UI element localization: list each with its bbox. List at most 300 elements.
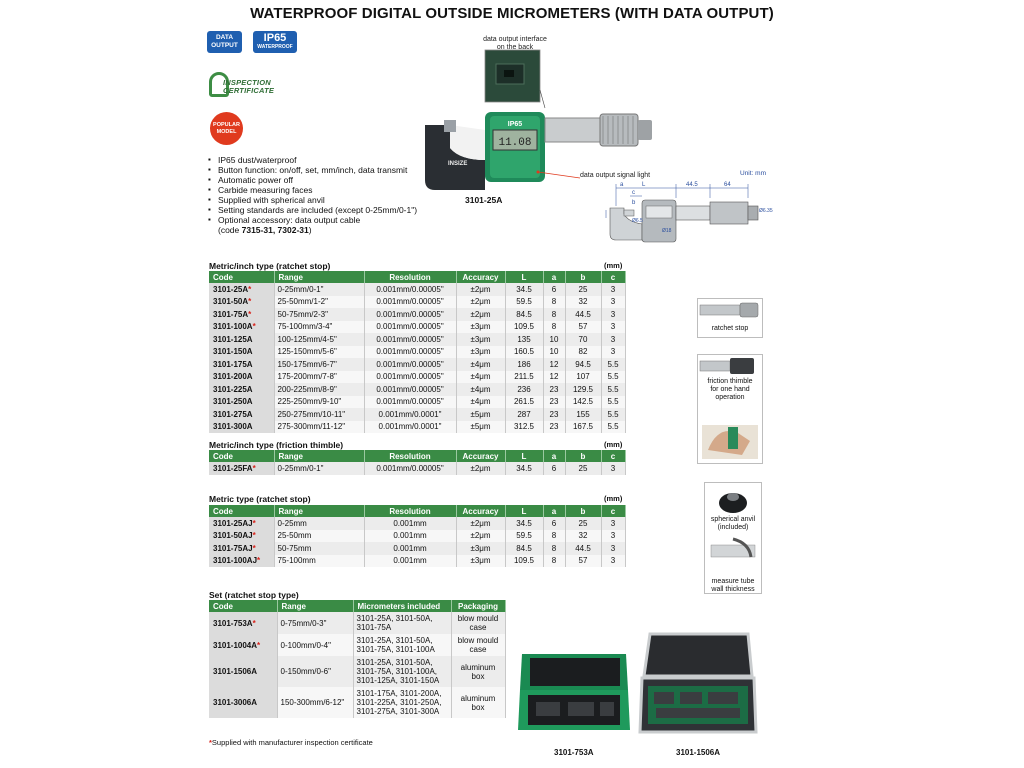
side-caption: ratchet stop xyxy=(711,325,749,332)
callout-data-interface xyxy=(460,36,570,52)
table-cell: 0.001mm/0.00005" xyxy=(364,308,456,321)
table-cell: 100-125mm/4-5" xyxy=(274,333,364,346)
table-row xyxy=(209,383,625,396)
col-header: b xyxy=(565,271,601,283)
table-cell: ±3μm xyxy=(456,333,505,346)
table-cell: aluminum box xyxy=(451,687,505,718)
cert-text: CERTIFICATE xyxy=(223,86,275,95)
unit-label: Unit: mm xyxy=(740,170,766,177)
table-cell: ±3μm xyxy=(456,542,505,555)
badge-text: OUTPUT xyxy=(211,42,238,49)
table-cell: 8 xyxy=(543,308,565,321)
table-cell: 34.5 xyxy=(505,462,543,475)
page-title: WATERPROOF DIGITAL OUTSIDE MICROMETERS (WITH DATA OUTPUT) xyxy=(250,5,774,22)
hero-model-label: 3101-25A xyxy=(465,195,503,205)
table-cell: 3 xyxy=(601,308,625,321)
table-row xyxy=(209,462,625,475)
table-cell: ±2μm xyxy=(456,296,505,309)
table-cell: 44.5 xyxy=(565,542,601,555)
section-title-metric-ratchet: Metric type (ratchet stop) xyxy=(209,494,311,504)
col-header: Resolution xyxy=(364,271,456,283)
table-row xyxy=(209,371,625,384)
table-cell: 23 xyxy=(543,421,565,434)
cert-text: INSPECTION xyxy=(223,78,271,87)
table-cell: 57 xyxy=(565,321,601,334)
col-header: a xyxy=(543,271,565,283)
product-code xyxy=(209,612,277,634)
side-caption xyxy=(704,516,762,532)
table-cell: 129.5 xyxy=(565,383,601,396)
col-header: a xyxy=(543,505,565,517)
code-text: 3101-50A xyxy=(213,297,249,307)
display-reading: 11.08 xyxy=(498,137,532,149)
code-text: 3101-75A xyxy=(213,309,249,319)
table-cell: 5.5 xyxy=(601,383,625,396)
table-cell: 25 xyxy=(565,517,601,530)
feature-list xyxy=(207,155,417,235)
col-header: L xyxy=(505,505,543,517)
spherical-anvil-icon xyxy=(705,483,761,593)
table-cell: 261.5 xyxy=(505,396,543,409)
table-row xyxy=(209,656,505,687)
col-header: c xyxy=(601,450,625,462)
feature-item: ▪ Carbide measuring faces xyxy=(207,185,417,195)
ip65-badge xyxy=(253,31,297,53)
table-body xyxy=(209,462,625,475)
table-cell: 0-25mm xyxy=(274,517,364,530)
case-photo-753 xyxy=(516,640,634,736)
badge-text: POPULAR xyxy=(213,122,240,128)
table-cell: 107 xyxy=(565,371,601,384)
caption-line: friction thimble xyxy=(707,378,753,385)
code-text: 3101-100AJ xyxy=(213,556,258,566)
certificate-star: * xyxy=(252,531,256,541)
table-cell: 10 xyxy=(543,333,565,346)
table-cell: 5.5 xyxy=(601,396,625,409)
caption-line: spherical anvil xyxy=(710,516,756,523)
table-cell: 10 xyxy=(543,346,565,359)
code-text: 3101-75AJ xyxy=(213,543,253,553)
table-cell: 8 xyxy=(543,321,565,334)
table-cell: 109.5 xyxy=(505,321,543,334)
table-cell: ±4μm xyxy=(456,371,505,384)
badge-text: DATA xyxy=(215,34,234,41)
product-code xyxy=(209,296,274,309)
code-text: 3101-25A xyxy=(213,284,249,294)
table-cell: 135 xyxy=(505,333,543,346)
footnote xyxy=(209,738,373,747)
table-cell: 25-50mm/1-2" xyxy=(274,296,364,309)
table-cell: 0.001mm xyxy=(364,517,456,530)
table-cell: 70 xyxy=(565,333,601,346)
table-cell: 211.5 xyxy=(505,371,543,384)
product-code xyxy=(209,542,274,555)
table-cell: 12 xyxy=(543,371,565,384)
case-photo-1506 xyxy=(636,630,760,738)
col-header: Resolution xyxy=(364,450,456,462)
table-row xyxy=(209,408,625,421)
table-cell: 3 xyxy=(601,555,625,568)
table-cell: 32 xyxy=(565,530,601,543)
table-cell: 0.001mm/0.00005" xyxy=(364,333,456,346)
dim-label: Ø6.5 xyxy=(632,218,643,224)
code-prefix: (code xyxy=(218,225,242,235)
table-cell: 175-200mm/7-8" xyxy=(274,371,364,384)
table-row xyxy=(209,612,505,634)
feature-item: ▪ Optional accessory: data output cable xyxy=(207,215,417,225)
table-cell: aluminum box xyxy=(451,656,505,687)
table-row xyxy=(209,555,625,568)
table-row xyxy=(209,396,625,409)
feature-item: ▪ Supplied with spherical anvil xyxy=(207,195,417,205)
table-cell: 3101-25A, 3101-50A, 3101-75A, 3101-100A, 3101-125A, 3101-150A xyxy=(353,656,451,687)
feature-item: ▪ IP65 dust/waterproof xyxy=(207,155,417,165)
table-cell: 150-300mm/6-12" xyxy=(277,687,353,718)
certificate-star: * xyxy=(257,640,261,650)
code-text: 3101-275A xyxy=(213,409,253,419)
table-cell: 32 xyxy=(565,296,601,309)
spec-table-friction xyxy=(209,450,626,475)
code-text: 3101-25FA xyxy=(213,463,253,473)
col-header: Range xyxy=(274,271,364,283)
product-code xyxy=(209,462,274,475)
dim-label: c xyxy=(632,190,635,196)
table-row xyxy=(209,687,505,718)
product-code xyxy=(209,358,274,371)
dim-label: a xyxy=(620,182,624,188)
caption-line: for one hand xyxy=(710,386,750,393)
table-cell: ±5μm xyxy=(456,408,505,421)
table-row xyxy=(209,358,625,371)
certificate-star: * xyxy=(252,463,256,473)
table-cell: ±3μm xyxy=(456,555,505,568)
code-text: 3101-1506A xyxy=(213,667,258,676)
table-row xyxy=(209,296,625,309)
callout-signal-light: data output signal light xyxy=(580,172,651,179)
table-cell: 3 xyxy=(601,462,625,475)
table-cell: 12 xyxy=(543,358,565,371)
certificate-star: * xyxy=(252,322,256,332)
table-cell: 236 xyxy=(505,383,543,396)
badge-text: MODEL xyxy=(216,129,237,135)
unit-mm: (mm) xyxy=(604,494,623,503)
table-cell: 5.5 xyxy=(601,408,625,421)
dimension-drawing-icon xyxy=(602,166,773,246)
table-cell: 160.5 xyxy=(505,346,543,359)
product-code xyxy=(209,321,274,334)
table-cell: 6 xyxy=(543,462,565,475)
col-header: Code xyxy=(209,505,274,517)
product-code xyxy=(209,634,277,656)
table-cell: ±4μm xyxy=(456,383,505,396)
table-cell: 50-75mm/2-3" xyxy=(274,308,364,321)
table-cell: 23 xyxy=(543,396,565,409)
col-header: a xyxy=(543,450,565,462)
table-cell: 3 xyxy=(601,296,625,309)
col-header: Micrometers included xyxy=(353,600,451,612)
certificate-star: * xyxy=(252,543,256,553)
table-cell: 34.5 xyxy=(505,517,543,530)
table-cell: 287 xyxy=(505,408,543,421)
footnote-text: Supplied with manufacturer inspection certificate xyxy=(211,738,373,747)
product-code xyxy=(209,308,274,321)
col-header: Accuracy xyxy=(456,505,505,517)
table-cell: ±2μm xyxy=(456,462,505,475)
table-row xyxy=(209,308,625,321)
table-cell: 23 xyxy=(543,408,565,421)
table-cell: 3101-25A, 3101-50A, 3101-75A xyxy=(353,612,451,634)
dim-label: b xyxy=(632,200,636,206)
code-text: 3101-125A xyxy=(213,334,253,344)
table-cell: 8 xyxy=(543,555,565,568)
code-text: 3101-100A xyxy=(213,322,253,332)
product-code xyxy=(209,408,274,421)
table-cell: 59.5 xyxy=(505,530,543,543)
certificate-star: * xyxy=(248,297,252,307)
table-cell: ±2μm xyxy=(456,517,505,530)
table-cell: 0.001mm xyxy=(364,555,456,568)
product-code xyxy=(209,555,274,568)
col-header: L xyxy=(505,271,543,283)
code-text: 3101-175A xyxy=(213,359,253,369)
table-row xyxy=(209,542,625,555)
section-title-metric-inch-ratchet: Metric/inch type (ratchet stop) xyxy=(209,261,331,271)
table-cell: 167.5 xyxy=(565,421,601,434)
certificate-star: * xyxy=(248,284,252,294)
col-header: b xyxy=(565,505,601,517)
table-row xyxy=(209,283,625,296)
col-header: c xyxy=(601,271,625,283)
code-text: 3101-753A xyxy=(213,618,253,628)
blow-mould-case-icon xyxy=(516,640,634,736)
feature-item: ▪ Automatic power off xyxy=(207,175,417,185)
table-cell: 3 xyxy=(601,517,625,530)
table-row xyxy=(209,333,625,346)
certificate-star: * xyxy=(257,556,261,566)
dimension-diagram xyxy=(602,166,773,246)
caption-line: measure tube xyxy=(711,578,755,585)
brand-mark: INSIZE xyxy=(448,161,468,167)
table-cell: 0.001mm/0.00005" xyxy=(364,358,456,371)
table-cell: 25 xyxy=(565,462,601,475)
data-output-badge xyxy=(207,31,242,53)
certificate-star: * xyxy=(252,518,256,528)
table-cell: 3 xyxy=(601,530,625,543)
spec-table-metric-inch-ratchet xyxy=(209,271,626,433)
product-code xyxy=(209,421,274,434)
table-cell: 312.5 xyxy=(505,421,543,434)
section-title-friction: Metric/inch type (friction thimble) xyxy=(209,440,344,450)
aluminum-box-icon xyxy=(636,630,760,738)
table-cell: ±4μm xyxy=(456,358,505,371)
table-cell: 155 xyxy=(565,408,601,421)
table-cell: 0.001mm/0.00005" xyxy=(364,396,456,409)
table-cell: 0.001mm/0.0001" xyxy=(364,408,456,421)
table-cell: 225-250mm/9-10" xyxy=(274,396,364,409)
table-cell: 3101-175A, 3101-200A, 3101-225A, 3101-250A, 3101-275A, 3101-300A xyxy=(353,687,451,718)
table-cell: 0.001mm/0.00005" xyxy=(364,321,456,334)
ip-mark: IP65 xyxy=(507,121,523,128)
table-cell: 250-275mm/10-11" xyxy=(274,408,364,421)
spec-table-set xyxy=(209,600,506,718)
feature-item: ▪ Button function: on/off, set, mm/inch, data transmit xyxy=(207,165,417,175)
code-text: 3101-225A xyxy=(213,384,253,394)
table-cell: 6 xyxy=(543,517,565,530)
code-text: 3101-200A xyxy=(213,372,253,382)
col-header: Range xyxy=(277,600,353,612)
code-text: 3101-1004A xyxy=(213,640,258,650)
table-cell: 25 xyxy=(565,283,601,296)
product-code xyxy=(209,656,277,687)
table-cell: ±2μm xyxy=(456,308,505,321)
table-cell: 275-300mm/11-12" xyxy=(274,421,364,434)
table-cell: 0.001mm/0.00005" xyxy=(364,346,456,359)
table-cell: 0-100mm/0-4" xyxy=(277,634,353,656)
table-cell: 0-75mm/0-3" xyxy=(277,612,353,634)
col-header: Range xyxy=(274,505,364,517)
table-row xyxy=(209,346,625,359)
table-cell: 0.001mm/0.00005" xyxy=(364,462,456,475)
photo-label: 3101-1506A xyxy=(676,748,721,757)
table-row xyxy=(209,321,625,334)
product-code xyxy=(209,383,274,396)
table-row xyxy=(209,634,505,656)
table-cell: 125-150mm/5-6" xyxy=(274,346,364,359)
dim-label: Ø6.35 xyxy=(759,208,773,214)
code-text: 3101-50AJ xyxy=(213,531,253,541)
table-cell: 44.5 xyxy=(565,308,601,321)
code-text: 3101-250A xyxy=(213,397,253,407)
table-cell: 34.5 xyxy=(505,283,543,296)
caption-line: operation xyxy=(715,394,745,401)
code-text: 3101-300A xyxy=(213,422,253,432)
table-body xyxy=(209,283,625,433)
callout-text: on the back xyxy=(496,44,534,51)
table-cell: 200-225mm/8-9" xyxy=(274,383,364,396)
table-cell: ±2μm xyxy=(456,283,505,296)
code-text: 3101-3006A xyxy=(213,698,258,707)
unit-mm: (mm) xyxy=(604,440,623,449)
product-code xyxy=(209,283,274,296)
table-cell: 186 xyxy=(505,358,543,371)
table-cell: 6 xyxy=(543,283,565,296)
table-cell: 57 xyxy=(565,555,601,568)
code-text: 3101-150A xyxy=(213,347,253,357)
caption-line: (included) xyxy=(717,524,749,531)
dim-label: Ø18 xyxy=(662,228,672,234)
table-cell: blow mould case xyxy=(451,612,505,634)
dim-label: 44.5 xyxy=(686,182,698,188)
dim-label: L xyxy=(642,182,646,188)
table-cell: 142.5 xyxy=(565,396,601,409)
ratchet-icon xyxy=(698,299,762,321)
col-header: Code xyxy=(209,271,274,283)
table-cell: 3 xyxy=(601,321,625,334)
table-cell: 0.001mm xyxy=(364,542,456,555)
table-cell: ±5μm xyxy=(456,421,505,434)
table-cell: 8 xyxy=(543,542,565,555)
table-cell: 3 xyxy=(601,542,625,555)
friction-thimble-image xyxy=(697,354,763,464)
table-cell: 0-25mm/0-1" xyxy=(274,283,364,296)
table-row xyxy=(209,421,625,434)
footnote-star: * xyxy=(209,738,212,747)
table-cell: 3 xyxy=(601,333,625,346)
col-header: Range xyxy=(274,450,364,462)
table-cell: ±2μm xyxy=(456,530,505,543)
col-header: Code xyxy=(209,600,277,612)
callout-text: data output interface xyxy=(483,36,547,43)
table-cell: 0.001mm xyxy=(364,530,456,543)
side-caption xyxy=(704,578,762,594)
code-text: 3101-25AJ xyxy=(213,518,253,528)
table-cell: blow mould case xyxy=(451,634,505,656)
table-cell: 3 xyxy=(601,346,625,359)
accessory-codes xyxy=(207,225,417,235)
product-code xyxy=(209,517,274,530)
dim-label: 64 xyxy=(724,182,731,188)
table-row xyxy=(209,530,625,543)
col-header: L xyxy=(505,450,543,462)
col-header: c xyxy=(601,505,625,517)
product-code xyxy=(209,530,274,543)
code-values: 7315-31, 7302-31 xyxy=(241,225,309,235)
table-cell: 8 xyxy=(543,296,565,309)
table-cell: 8 xyxy=(543,530,565,543)
col-header: Code xyxy=(209,450,274,462)
product-code xyxy=(209,371,274,384)
badge-text: IP65 xyxy=(263,32,287,44)
certificate-star: * xyxy=(248,309,252,319)
caption-line: wall thickness xyxy=(711,586,755,593)
table-cell: ±3μm xyxy=(456,321,505,334)
inspection-certificate-icon xyxy=(209,72,287,98)
table-cell: 0.001mm/0.00005" xyxy=(364,383,456,396)
table-cell: 75-100mm xyxy=(274,555,364,568)
table-cell: 150-175mm/6-7" xyxy=(274,358,364,371)
popular-model-badge xyxy=(210,112,243,145)
product-code xyxy=(209,396,274,409)
table-cell: 23 xyxy=(543,383,565,396)
table-cell: 0.001mm/0.00005" xyxy=(364,296,456,309)
unit-mm: (mm) xyxy=(604,261,623,270)
table-cell: 3 xyxy=(601,283,625,296)
table-cell: 0-25mm/0-1" xyxy=(274,462,364,475)
table-cell: 5.5 xyxy=(601,421,625,434)
badge-text: WATERPROOF xyxy=(257,44,293,50)
table-cell: 75-100mm/3-4" xyxy=(274,321,364,334)
table-cell: 5.5 xyxy=(601,371,625,384)
photo-label: 3101-753A xyxy=(554,748,594,757)
spec-table-metric-ratchet xyxy=(209,505,626,567)
product-code xyxy=(209,333,274,346)
certificate-star: * xyxy=(252,618,256,628)
table-cell: 84.5 xyxy=(505,308,543,321)
col-header: Accuracy xyxy=(456,271,505,283)
table-cell: 5.5 xyxy=(601,358,625,371)
product-code xyxy=(209,346,274,359)
table-cell: ±3μm xyxy=(456,346,505,359)
col-header: Resolution xyxy=(364,505,456,517)
table-cell: ±4μm xyxy=(456,396,505,409)
table-cell: 3101-25A, 3101-50A, 3101-75A, 3101-100A xyxy=(353,634,451,656)
table-cell: 109.5 xyxy=(505,555,543,568)
table-cell: 50-75mm xyxy=(274,542,364,555)
table-cell: 59.5 xyxy=(505,296,543,309)
table-cell: 94.5 xyxy=(565,358,601,371)
code-suffix: ) xyxy=(308,225,312,235)
col-header: b xyxy=(565,450,601,462)
